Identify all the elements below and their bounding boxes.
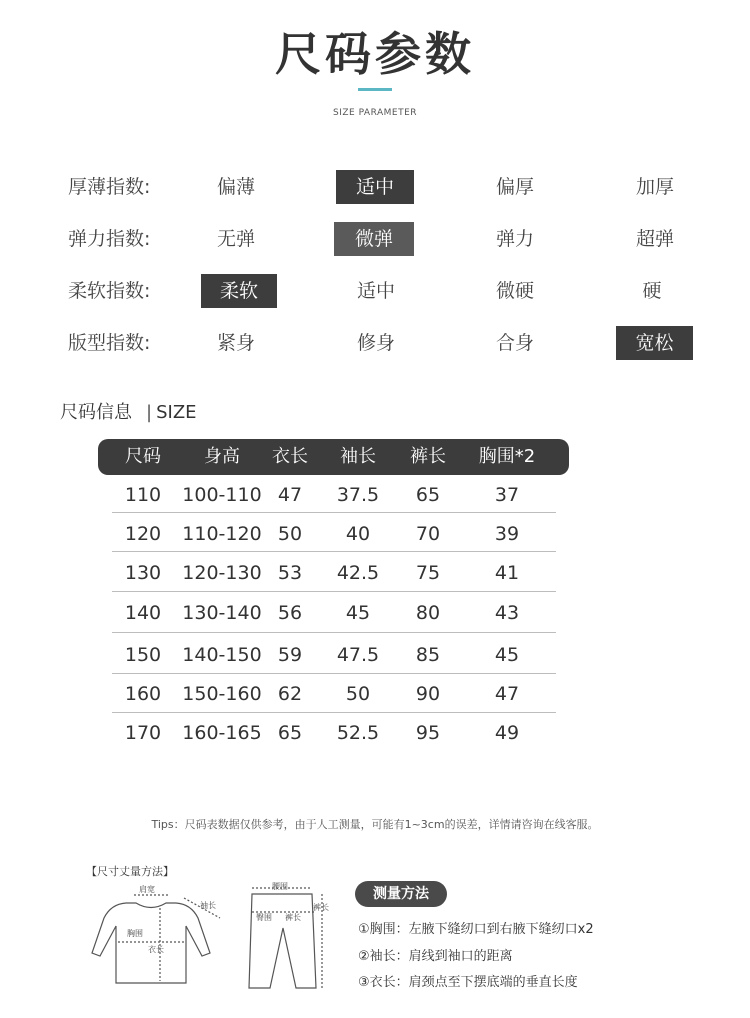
pants-diagram bbox=[249, 888, 322, 988]
title-underline bbox=[358, 88, 392, 91]
table-cell: 47.5 bbox=[336, 644, 380, 666]
index-option-selected: 柔软 bbox=[201, 274, 277, 308]
table-cell: 41 bbox=[494, 562, 520, 584]
index-label: 柔软指数: bbox=[68, 280, 151, 302]
index-option: 偏薄 bbox=[216, 176, 255, 198]
size-section-title bbox=[60, 398, 197, 424]
table-cell: 130 bbox=[124, 562, 162, 584]
table-header-cell: 尺码 bbox=[125, 446, 161, 467]
table-cell: 95 bbox=[415, 722, 441, 744]
table-cell: 50 bbox=[277, 523, 303, 545]
index-option: 超弹 bbox=[635, 228, 674, 250]
table-header-cell: 身高 bbox=[204, 446, 240, 467]
table-row-divider bbox=[112, 551, 556, 552]
pants-length-label: 裤长 bbox=[313, 903, 329, 912]
table-cell: 160-165 bbox=[182, 722, 262, 744]
index-option: 加厚 bbox=[635, 176, 674, 198]
table-row-divider bbox=[112, 632, 556, 633]
index-option: 偏厚 bbox=[495, 176, 534, 198]
index-row-thickness bbox=[0, 170, 750, 204]
table-header-cell: 裤长 bbox=[410, 446, 446, 467]
table-cell: 37 bbox=[494, 484, 520, 506]
index-row-fit bbox=[0, 326, 750, 360]
table-cell: 37.5 bbox=[336, 484, 380, 506]
table-cell: 56 bbox=[277, 602, 303, 624]
table-cell: 140 bbox=[124, 602, 162, 624]
measure-step-chest: ①胸围：左腋下缝纫口到右腋下缝纫口x2 bbox=[358, 922, 594, 937]
index-option: 弹力 bbox=[495, 228, 534, 250]
table-cell: 50 bbox=[345, 683, 371, 705]
shirt-sleeve-label: 袖长 bbox=[200, 901, 216, 910]
table-cell: 130-140 bbox=[182, 602, 262, 624]
pants-hip-label: 臀围 bbox=[256, 913, 272, 922]
table-cell: 47 bbox=[277, 484, 303, 506]
table-cell: 90 bbox=[415, 683, 441, 705]
table-row-divider bbox=[112, 512, 556, 513]
pants-waist-label: 腰围 bbox=[272, 882, 288, 891]
table-cell: 110 bbox=[124, 484, 162, 506]
measure-diagram bbox=[86, 878, 346, 998]
index-option: 适中 bbox=[356, 280, 395, 302]
table-header-cell: 袖长 bbox=[340, 446, 376, 467]
page-subtitle: SIZE PARAMETER bbox=[332, 108, 418, 118]
shirt-shoulder-label: 肩宽 bbox=[139, 885, 155, 894]
table-cell: 170 bbox=[124, 722, 162, 744]
index-option-selected: 宽松 bbox=[616, 326, 693, 360]
table-cell: 40 bbox=[345, 523, 371, 545]
table-cell: 120 bbox=[124, 523, 162, 545]
index-option-selected: 适中 bbox=[336, 170, 414, 204]
table-cell: 80 bbox=[415, 602, 441, 624]
table-cell: 43 bbox=[494, 602, 520, 624]
measure-method-title: 测量方法 bbox=[355, 881, 447, 907]
index-option: 紧身 bbox=[216, 332, 255, 354]
index-option: 合身 bbox=[495, 332, 534, 354]
table-cell: 65 bbox=[277, 722, 303, 744]
index-label: 版型指数: bbox=[68, 332, 151, 354]
shirt-chest-label: 胸围 bbox=[127, 929, 143, 938]
table-cell: 62 bbox=[277, 683, 303, 705]
table-cell: 45 bbox=[345, 602, 371, 624]
table-cell: 85 bbox=[415, 644, 441, 666]
table-cell: 49 bbox=[494, 722, 520, 744]
size-section-label: 尺码信息 bbox=[60, 402, 132, 423]
index-option: 微硬 bbox=[495, 280, 534, 302]
table-cell: 75 bbox=[415, 562, 441, 584]
index-option-selected: 微弹 bbox=[334, 222, 414, 256]
table-header-cell: 衣长 bbox=[272, 446, 308, 467]
table-row-divider bbox=[112, 712, 556, 713]
index-option: 硬 bbox=[642, 280, 662, 302]
table-cell: 53 bbox=[277, 562, 303, 584]
table-cell: 42.5 bbox=[336, 562, 380, 584]
pants-inseam-label: 裤长 bbox=[285, 913, 301, 922]
index-label: 弹力指数: bbox=[68, 228, 151, 250]
table-row-divider bbox=[112, 591, 556, 592]
table-cell: 70 bbox=[415, 523, 441, 545]
table-cell: 160 bbox=[124, 683, 162, 705]
table-cell: 65 bbox=[415, 484, 441, 506]
index-option: 无弹 bbox=[216, 228, 255, 250]
table-header-cell: 胸围*2 bbox=[478, 446, 536, 467]
index-row-elasticity bbox=[0, 222, 750, 256]
table-cell: 52.5 bbox=[336, 722, 380, 744]
table-cell: 120-130 bbox=[182, 562, 262, 584]
tips-text: Tips：尺码表数据仅供参考，由于人工测量，可能有1~3cm的误差，详情请咨询在线客服。 bbox=[151, 818, 599, 831]
index-option: 修身 bbox=[356, 332, 395, 354]
measure-step-length: ③衣长：肩颈点至下摆底端的垂直长度 bbox=[358, 975, 578, 990]
table-cell: 47 bbox=[494, 683, 520, 705]
table-cell: 100-110 bbox=[182, 484, 262, 506]
size-section-tag: SIZE bbox=[156, 402, 197, 423]
table-cell: 150 bbox=[124, 644, 162, 666]
shirt-length-label: 衣长 bbox=[148, 945, 164, 954]
table-cell: 150-160 bbox=[182, 683, 262, 705]
section-divider: | bbox=[146, 402, 153, 423]
index-label: 厚薄指数: bbox=[68, 176, 151, 198]
table-cell: 39 bbox=[494, 523, 520, 545]
index-row-softness bbox=[0, 274, 750, 308]
page-title: 尺码参数 bbox=[275, 27, 475, 81]
table-cell: 110-120 bbox=[182, 523, 262, 545]
measure-step-sleeve: ②袖长：肩线到袖口的距离 bbox=[358, 949, 513, 964]
table-cell: 59 bbox=[277, 644, 303, 666]
table-row-divider bbox=[112, 673, 556, 674]
table-cell: 140-150 bbox=[182, 644, 262, 666]
measure-diagram-label: 【尺寸丈量方法】 bbox=[86, 865, 174, 878]
table-cell: 45 bbox=[494, 644, 520, 666]
